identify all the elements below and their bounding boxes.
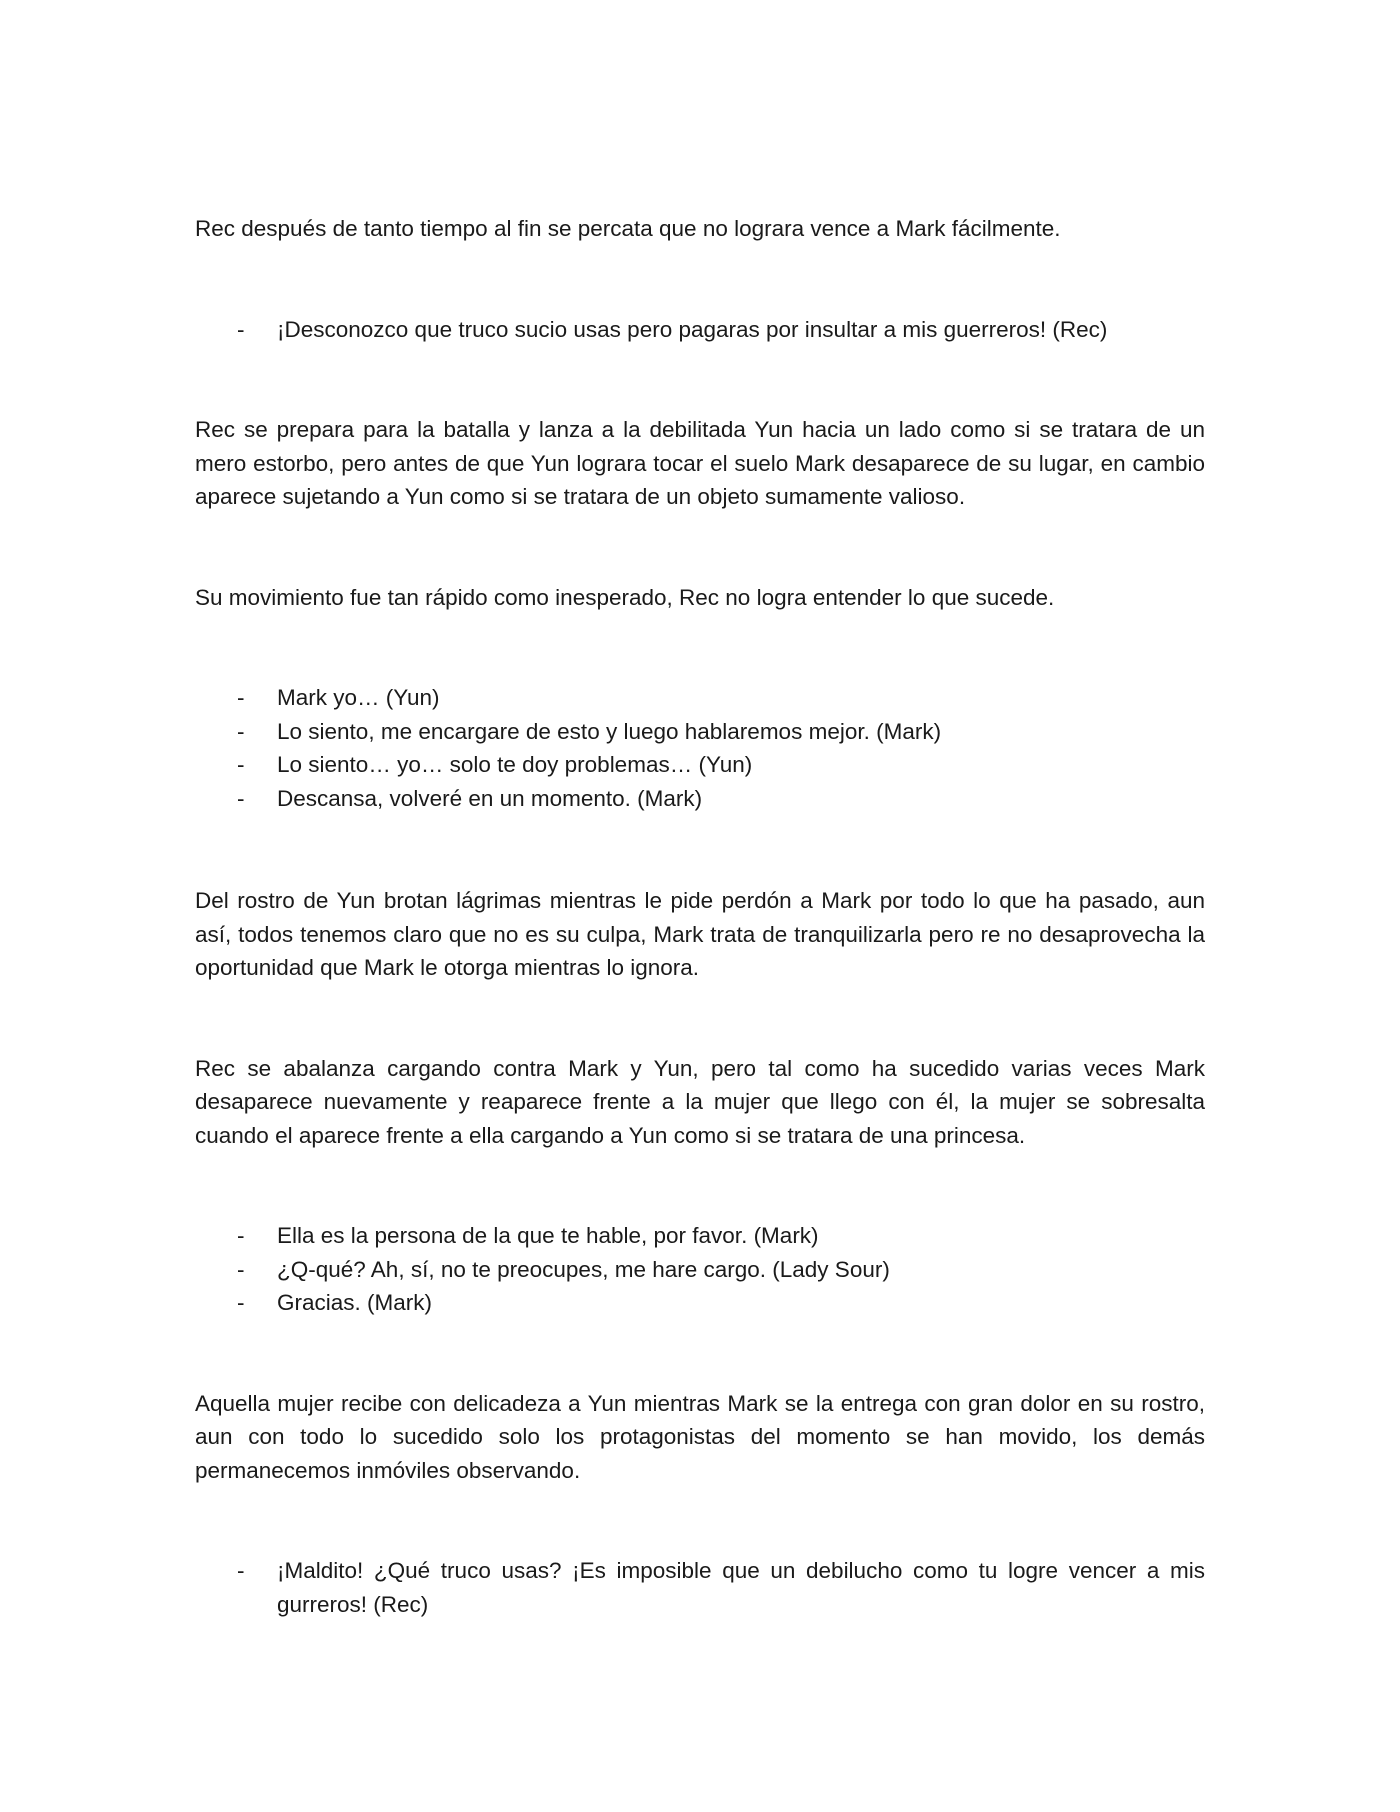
narrative-paragraph: Rec se abalanza cargando contra Mark y Yun, pero tal como ha sucedido varias veces Mark desaparece nuevamente y reaparece frente a la mujer que llego con él, la mujer se sobresalta cuando el aparece frente a ella cargando a Yun como si se tratara de una princesa. (195, 1055, 1205, 1148)
dialogue-text: Lo siento… yo… solo te doy problemas… (Yun) (277, 752, 753, 777)
dialogue-text: Lo siento, me encargare de esto y luego hablaremos mejor. (Mark) (277, 718, 942, 744)
dialogue-text: Ella es la persona de la que te hable, por favor. (Mark) (277, 1223, 819, 1248)
dialogue-list (195, 1219, 1205, 1320)
dialogue-text: Gracias. (Mark) (277, 1290, 433, 1315)
dialogue-list (195, 1554, 1205, 1621)
dialogue-line (195, 1219, 1205, 1253)
dialogue-text: ¿Q-qué? Ah, sí, no te preocupes, me hare cargo. (Lady Sour) (277, 1256, 890, 1282)
narrative-paragraph: Aquella mujer recibe con delicadeza a Yun mientras Mark se la entrega con gran dolor en su rostro, aun con todo lo sucedido solo los protagonistas del momento se han movido, los demás permanecemos inmóviles observando. (195, 1390, 1205, 1483)
dash-bullet: - (237, 718, 245, 744)
dash-bullet: - (237, 1256, 245, 1282)
dialogue-line (195, 748, 1205, 782)
dialogue-line (195, 715, 1205, 749)
dash-bullet: - (237, 1290, 245, 1315)
narrative-paragraph: Su movimiento fue tan rápido como inesperado, Rec no logra entender lo que sucede. (195, 584, 1055, 610)
narrative-paragraph: Rec se prepara para la batalla y lanza a la debilitada Yun hacia un lado como si se tratara de un mero estorbo, pero antes de que Yun lograra tocar el suelo Mark desaparece de su lugar, en cambio aparece sujetando a Yun como si se tratara de un objeto sumamente valioso. (195, 417, 1205, 509)
dash-bullet: - (237, 1223, 245, 1248)
dialogue-list (195, 313, 1205, 347)
narrative-paragraph: Del rostro de Yun brotan lágrimas mientras le pide perdón a Mark por todo lo que ha pasado, aun así, todos tenemos claro que no es su culpa, Mark trata de tranquilizarla pero re no desaprovecha la oportunidad que Mark le otorga mientras lo ignora. (195, 888, 1205, 980)
dialogue-text: Descansa, volveré en un momento. (Mark) (277, 785, 703, 811)
narrative-paragraph: Rec después de tanto tiempo al fin se percata que no lograra vence a Mark fácilmente. (195, 216, 1061, 241)
dialogue-line (195, 782, 1205, 816)
dialogue-line (195, 1286, 1205, 1320)
dialogue-line (195, 1554, 1205, 1621)
dialogue-list (195, 681, 1205, 815)
dash-bullet: - (237, 1558, 245, 1583)
dash-bullet: - (237, 685, 245, 710)
dialogue-text: ¡Maldito! ¿Qué truco usas? ¡Es imposible que un debilucho como tu logre vencer a mis gurreros! (Rec) (277, 1558, 1205, 1617)
dialogue-text: Mark yo… (Yun) (277, 685, 440, 710)
dash-bullet: - (237, 752, 245, 777)
dialogue-line (195, 313, 1205, 347)
dash-bullet: - (237, 785, 245, 811)
document-body (195, 212, 1205, 1621)
dash-bullet: - (237, 316, 245, 342)
dialogue-text: ¡Desconozco que truco sucio usas pero pagaras por insultar a mis guerreros! (Rec) (277, 316, 1108, 342)
dialogue-line (195, 681, 1205, 715)
dialogue-line (195, 1253, 1205, 1287)
